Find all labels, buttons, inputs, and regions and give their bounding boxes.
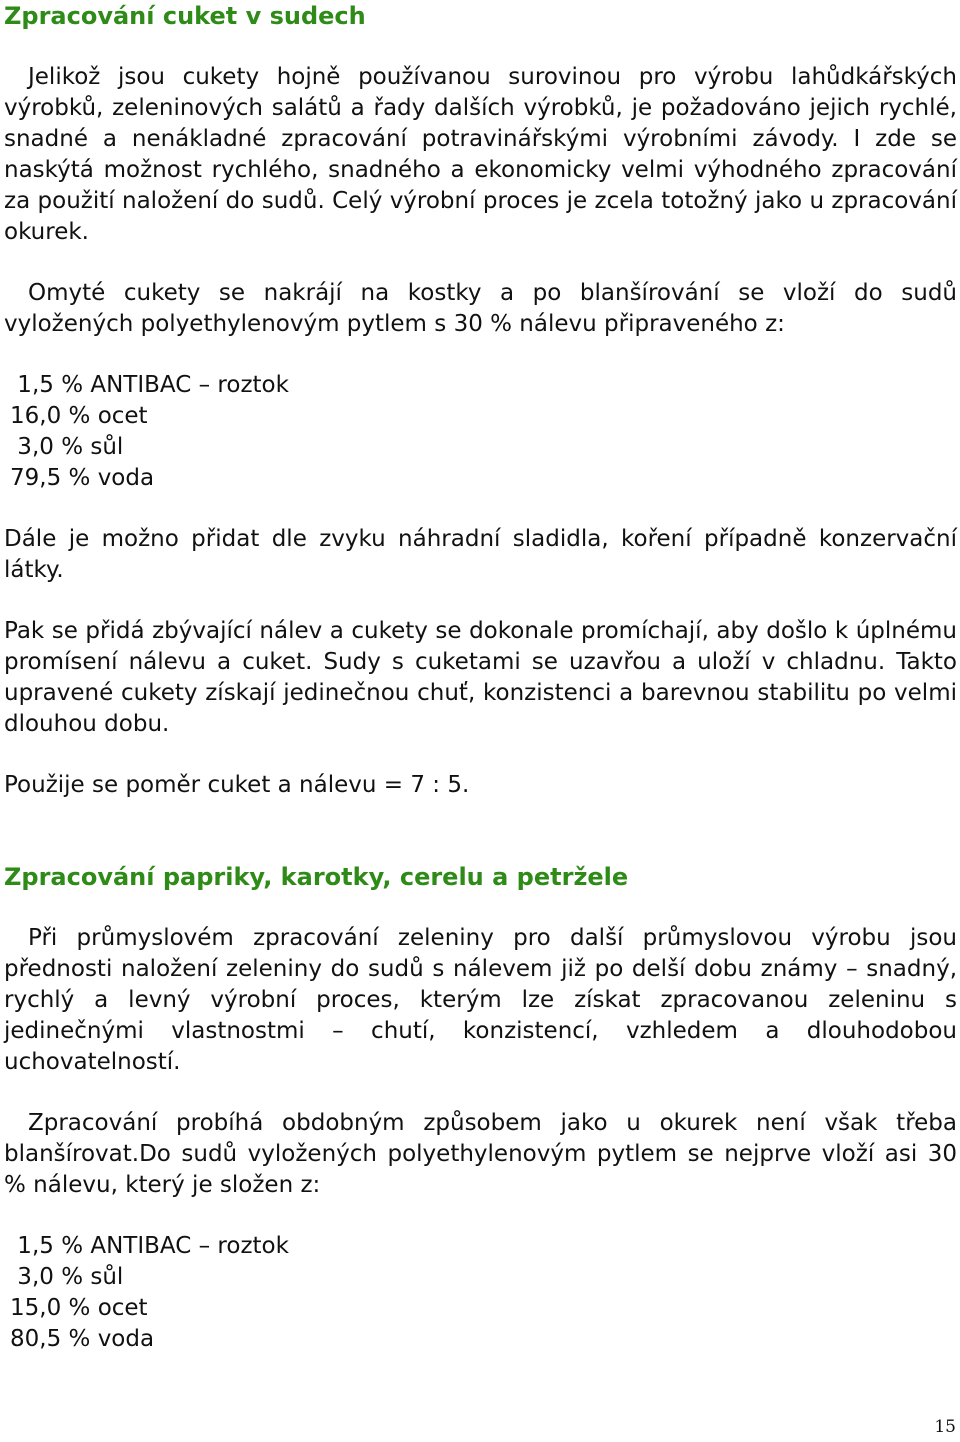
paragraph-text: Zpracování probíhá obdobným způsobem jako u okurek není však třeba blanšírovat.Do sudů vyložených polyethylenovým pytlem se nejprve vloží asi 30 % nálevu, který je složen z: (4, 1110, 957, 1198)
paragraph-zucchini-ratio: Použije se poměr cuket a nálevu = 7 : 5. (4, 772, 470, 798)
recipe-item: 16,0 % ocet (10, 403, 148, 429)
paragraph-text: Jelikož jsou cukety hojně používanou surovinou pro výrobu lahůdkářských výrobků, zeleninových salátů a řady dalších výrobků, je požadováno jejich rychlé, snadné a nenákladné zpracování potravinářskými výrobními závody. I zde se naskýtá možnost rychlého, snadného a ekonomicky velmi výhodného zpracování za použití naložení do sudů. Celý výrobní proces je zcela totožný jako u zpracování okurek. (4, 64, 957, 245)
paragraph-text: Omyté cukety se nakrájí na kostky a po blanšírování se vloží do sudů vyložených polyethylenovým pytlem s 30 % nálevu připraveného z: (4, 280, 957, 337)
recipe-item: 3,0 % sůl (10, 434, 124, 460)
page-number: 15 (934, 1417, 956, 1437)
paragraph-zucchini-intro (4, 62, 957, 248)
paragraph-zucchini-mixing: Pak se přidá zbývající nálev a cukety se dokonale promíchají, aby došlo k úplnému promísení nálevu a cuket. Sudy s cuketami se uzavřou a uloží v chladnu. Takto upravené cukety získají jedinečnou chuť, konzistenci a barevnou stabilitu po velmi dlouhou dobu. (4, 618, 957, 737)
recipe-item: 1,5 % ANTIBAC – roztok (10, 1233, 289, 1259)
paragraph-text: Při průmyslovém zpracování zeleniny pro další průmyslovou výrobu jsou přednosti naložení zeleniny do sudů s nálevem již po delší dobu známy – snadný, rychlý a levný výrobní proces, kterým lze získat zpracovanou zeleninu s jedinečnými vlastnostmi – chutí, konzistencí, vzhledem a dlouhodobou uchovatelností. (4, 925, 957, 1075)
paragraph-zucchini-additives: Dále je možno přidat dle zvyku náhradní sladidla, koření případně konzervační látky. (4, 526, 957, 583)
paragraph-zucchini-preparation (4, 278, 957, 340)
recipe-list-zucchini (10, 370, 289, 494)
recipe-item: 80,5 % voda (10, 1326, 155, 1352)
recipe-item: 79,5 % voda (10, 465, 155, 491)
paragraph-vegetables-intro (4, 923, 957, 1078)
recipe-item: 1,5 % ANTIBAC – roztok (10, 372, 289, 398)
recipe-list-vegetables (10, 1231, 289, 1355)
paragraph-vegetables-process (4, 1108, 957, 1201)
recipe-item: 3,0 % sůl (10, 1264, 124, 1290)
recipe-item: 15,0 % ocet (10, 1295, 148, 1321)
section-title-vegetables: Zpracování papriky, karotky, cerelu a petržele (4, 863, 629, 891)
section-title-zucchini: Zpracování cuket v sudech (4, 2, 366, 30)
